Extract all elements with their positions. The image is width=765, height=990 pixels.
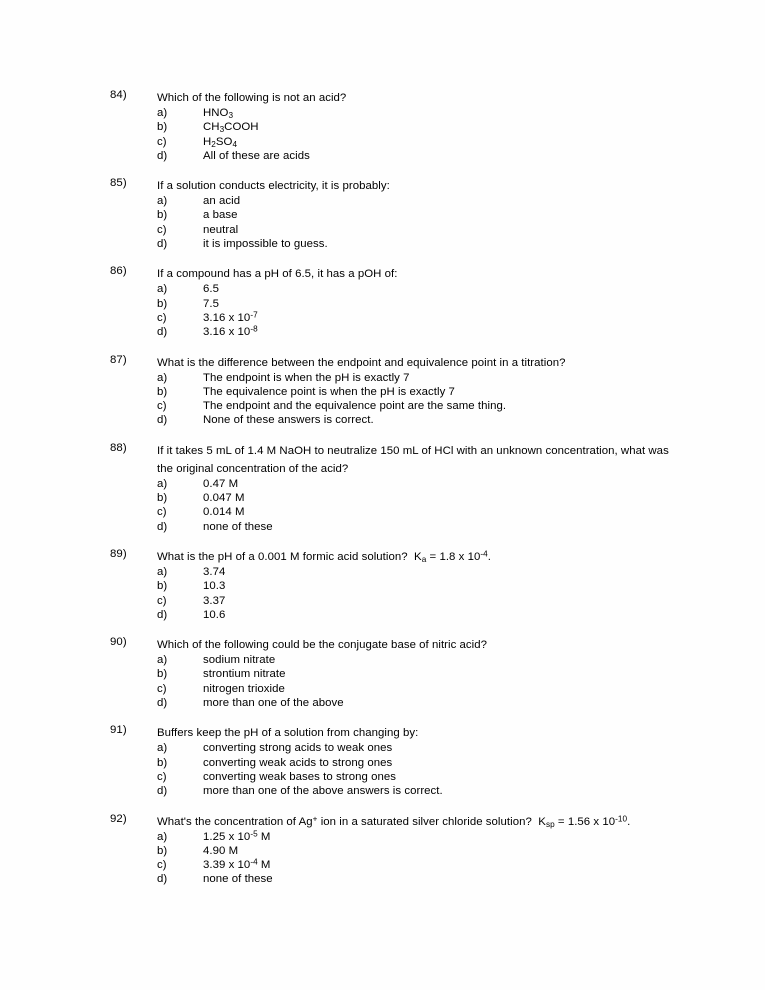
option-text: none of these xyxy=(203,520,273,533)
option-text: $H_2SO_4$ xyxy=(203,135,238,149)
option-text: 3.16 x $10^{-8}$ xyxy=(203,324,258,339)
option-letter: d) xyxy=(157,697,168,710)
option-letter: d) xyxy=(157,414,168,427)
answer-option[interactable] xyxy=(110,325,670,339)
option-text: converting weak bases to strong ones xyxy=(203,770,397,783)
option-letter: d) xyxy=(157,608,168,621)
option-letter: b) xyxy=(157,297,168,310)
option-text: 0.014 M xyxy=(203,506,245,519)
question-block xyxy=(110,264,670,339)
answer-option[interactable] xyxy=(110,520,670,534)
question-block xyxy=(110,441,670,534)
answer-option[interactable] xyxy=(110,208,670,222)
option-list xyxy=(110,741,670,798)
question-text: If it takes 5 mL of 1.4 M NaOH to neutralize 150 mL of HCl with an unknown concentration, what was the original concentration of the acid? xyxy=(157,444,669,475)
question-text: Which of the following could be the conjugate base of nitric acid? xyxy=(157,639,488,652)
question-block xyxy=(110,635,670,710)
option-letter: a) xyxy=(157,565,168,578)
option-letter: c) xyxy=(157,135,167,148)
question-header xyxy=(110,176,670,194)
option-letter: c) xyxy=(157,311,167,324)
option-letter: c) xyxy=(157,859,167,872)
question-block xyxy=(110,176,670,251)
option-text: The equivalence point is when the pH is exactly 7 xyxy=(203,385,455,398)
question-number: 85) xyxy=(110,177,127,190)
option-text: 3.39 x $10^{-4}$ M xyxy=(203,857,271,872)
question-block xyxy=(110,547,670,622)
question-block xyxy=(110,812,670,887)
answer-option[interactable] xyxy=(110,223,670,237)
option-list xyxy=(110,106,670,163)
option-letter: a) xyxy=(157,371,168,384)
option-list xyxy=(110,371,670,428)
answer-option[interactable] xyxy=(110,830,670,844)
option-text: a base xyxy=(203,209,238,222)
option-letter: a) xyxy=(157,283,168,296)
option-letter: a) xyxy=(157,654,168,667)
option-text: 0.047 M xyxy=(203,492,245,505)
option-text: more than one of the above xyxy=(203,697,344,710)
option-text: 3.74 xyxy=(203,565,226,578)
answer-option[interactable] xyxy=(110,120,670,134)
question-header xyxy=(110,264,670,282)
option-text: The endpoint is when the pH is exactly 7 xyxy=(203,371,410,384)
question-text: What is the pH of a 0.001 M formic acid solution? $K_a = 1.8$ x $10^{-4}$. xyxy=(157,549,491,564)
answer-option[interactable] xyxy=(110,505,670,519)
question-number: 91) xyxy=(110,724,127,737)
option-text: an acid xyxy=(203,195,241,208)
question-number: 86) xyxy=(110,265,127,278)
option-text: strontium nitrate xyxy=(203,668,286,681)
option-text: 1.25 x $10^{-5}$ M xyxy=(203,829,271,843)
answer-option[interactable] xyxy=(110,784,670,798)
question-text: What's the concentration of Ag+ ion in a saturated silver chloride solution? $K_{sp} = 1.56$ x $10^{-10}$. xyxy=(157,814,631,829)
question-header xyxy=(110,635,670,653)
option-text: 4.90 M xyxy=(203,844,239,857)
question-number: 90) xyxy=(110,636,127,649)
question-text: Buffers keep the pH of a solution from changing by: xyxy=(157,727,419,740)
question-list xyxy=(110,88,670,887)
answer-option[interactable] xyxy=(110,106,670,120)
option-text: 7.5 xyxy=(203,297,219,310)
question-header xyxy=(110,88,670,106)
question-block xyxy=(110,353,670,428)
option-letter: b) xyxy=(157,580,168,593)
option-letter: c) xyxy=(157,400,167,413)
option-letter: b) xyxy=(157,492,168,505)
option-letter: b) xyxy=(157,668,168,681)
option-text: None of these answers is correct. xyxy=(203,414,374,427)
option-letter: d) xyxy=(157,149,168,162)
answer-option[interactable] xyxy=(110,385,670,399)
option-letter: c) xyxy=(157,770,167,783)
question-number: 84) xyxy=(110,89,127,101)
question-block xyxy=(110,723,670,798)
answer-option[interactable] xyxy=(110,756,670,770)
answer-option[interactable] xyxy=(110,594,670,608)
option-letter: c) xyxy=(157,506,167,519)
option-text: All of these are acids xyxy=(203,149,310,162)
option-letter: d) xyxy=(157,326,168,339)
option-letter: c) xyxy=(157,223,167,236)
question-header xyxy=(110,441,670,477)
option-letter: a) xyxy=(157,477,168,490)
question-header xyxy=(110,812,670,830)
answer-option[interactable] xyxy=(110,282,670,296)
option-text: none of these xyxy=(203,873,273,886)
option-letter: a) xyxy=(157,742,168,755)
option-text: $CH_3COOH$ xyxy=(203,121,259,135)
option-letter: c) xyxy=(157,682,167,695)
answer-option[interactable] xyxy=(110,477,670,491)
answer-option[interactable] xyxy=(110,696,670,710)
answer-option[interactable] xyxy=(110,608,670,622)
option-text: $HNO_3$ xyxy=(203,107,234,120)
option-list xyxy=(110,282,670,339)
option-list xyxy=(110,565,670,622)
option-text: converting strong acids to weak ones xyxy=(203,742,393,755)
answer-option[interactable] xyxy=(110,667,670,681)
option-letter: b) xyxy=(157,121,168,134)
answer-option[interactable] xyxy=(110,413,670,427)
option-text: 6.5 xyxy=(203,283,219,296)
option-list xyxy=(110,477,670,534)
option-text: it is impossible to guess. xyxy=(203,238,328,251)
answer-option[interactable] xyxy=(110,371,670,385)
question-header xyxy=(110,547,670,565)
option-text: neutral xyxy=(203,223,239,236)
option-letter: d) xyxy=(157,238,168,251)
answer-option[interactable] xyxy=(110,194,670,208)
option-letter: b) xyxy=(157,756,168,769)
question-block xyxy=(110,88,670,163)
option-text: 10.6 xyxy=(203,608,226,621)
option-letter: b) xyxy=(157,385,168,398)
answer-option[interactable] xyxy=(110,565,670,579)
option-text: nitrogen trioxide xyxy=(203,682,285,695)
answer-option[interactable] xyxy=(110,741,670,755)
question-number: 88) xyxy=(110,441,127,454)
option-letter: d) xyxy=(157,785,168,798)
option-list xyxy=(110,194,670,251)
answer-option[interactable] xyxy=(110,682,670,696)
question-number: 89) xyxy=(110,547,127,560)
option-list xyxy=(110,830,670,887)
option-letter: a) xyxy=(157,195,168,208)
option-text: The endpoint and the equivalence point are the same thing. xyxy=(203,400,507,413)
answer-option[interactable] xyxy=(110,653,670,667)
option-list xyxy=(110,653,670,710)
answer-option[interactable] xyxy=(110,770,670,784)
option-text: 10.3 xyxy=(203,580,226,593)
question-number: 92) xyxy=(110,812,127,825)
answer-option[interactable] xyxy=(110,149,670,163)
answer-option[interactable] xyxy=(110,858,670,872)
answer-option[interactable] xyxy=(110,135,670,149)
answer-option[interactable] xyxy=(110,237,670,251)
question-number: 87) xyxy=(110,353,127,366)
option-text: converting weak acids to strong ones xyxy=(203,756,393,769)
question-text: If a solution conducts electricity, it is probably: xyxy=(157,180,390,193)
option-letter: a) xyxy=(157,107,168,119)
option-letter: b) xyxy=(157,844,168,857)
question-header xyxy=(110,353,670,371)
answer-option[interactable] xyxy=(110,844,670,858)
option-text: more than one of the above answers is correct. xyxy=(203,785,443,798)
answer-option[interactable] xyxy=(110,872,670,886)
option-text: 3.37 xyxy=(203,594,226,607)
option-letter: c) xyxy=(157,594,167,607)
option-text: sodium nitrate xyxy=(203,654,276,667)
option-letter: a) xyxy=(157,830,168,843)
answer-option[interactable] xyxy=(110,399,670,413)
answer-option[interactable] xyxy=(110,297,670,311)
question-text: If a compound has a pH of 6.5, it has a pOH of: xyxy=(157,268,398,281)
option-text: 3.16 x $10^{-7}$ xyxy=(203,310,258,324)
option-letter: b) xyxy=(157,209,168,222)
option-text: 0.47 M xyxy=(203,477,239,490)
question-text: What is the difference between the endpoint and equivalence point in a titration? xyxy=(157,356,566,369)
question-text: Which of the following is not an acid? xyxy=(157,92,347,104)
option-letter: d) xyxy=(157,520,168,533)
answer-option[interactable] xyxy=(110,311,670,325)
question-header xyxy=(110,723,670,741)
answer-option[interactable] xyxy=(110,491,670,505)
option-letter: d) xyxy=(157,873,168,886)
answer-option[interactable] xyxy=(110,579,670,593)
